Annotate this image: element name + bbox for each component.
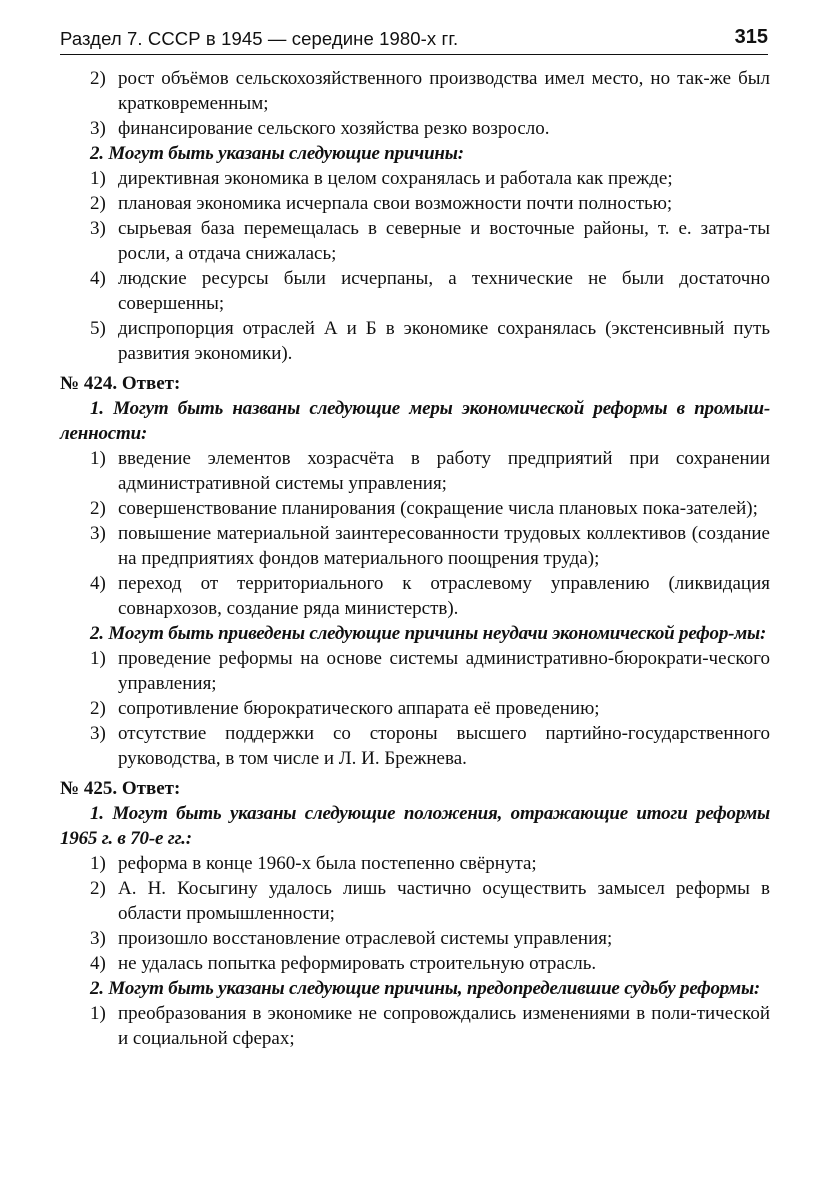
item-number: 2) — [90, 193, 106, 214]
list-item — [60, 951, 770, 976]
item-number: 4) — [90, 953, 106, 974]
item-text: сырьевая база перемещалась в северные и восточные районы, т. е. затра-ты росли, а отдача снижалась; — [118, 218, 770, 264]
item-number: 1) — [90, 448, 106, 469]
item-number: 3) — [90, 218, 106, 239]
subheading: 1. Могут быть названы следующие меры экономической реформы в промыш-ленности: — [60, 398, 770, 444]
item-text: преобразования в экономике не сопровождались изменениями в поли-тической и социальной сферах; — [118, 1003, 770, 1049]
item-text: финансирование сельского хозяйства резко возросло. — [118, 118, 550, 139]
page-number: 315 — [734, 26, 768, 48]
item-text: не удалась попытка реформировать строительную отрасль. — [118, 953, 597, 974]
item-text: введение элементов хозрасчёта в работу предприятий при сохранении административной системы управления; — [118, 448, 770, 494]
subheading: 2. Могут быть указаны следующие причины, предопределившие судьбу реформы: — [90, 978, 761, 999]
running-header — [60, 26, 768, 54]
item-text: произошло восстановление отраслевой системы управления; — [118, 928, 613, 949]
item-text: отсутствие поддержки со стороны высшего партийно-государственного руководства, в том числе и Л. И. Брежнева. — [118, 723, 770, 769]
list-item — [60, 266, 770, 316]
item-text: плановая экономика исчерпала свои возможности почти полностью; — [118, 193, 673, 214]
item-number: 3) — [90, 928, 106, 949]
page-body — [60, 66, 770, 1051]
item-number: 3) — [90, 118, 106, 139]
item-text: совершенствование планирования (сокращение числа плановых пока-зателей); — [118, 498, 758, 519]
list-item — [60, 1001, 770, 1051]
list-item — [60, 721, 770, 771]
item-text: директивная экономика в целом сохранялась и работала как прежде; — [118, 168, 673, 189]
item-text: рост объёмов сельскохозяйственного производства имел место, но так-же был кратковременным; — [118, 68, 770, 114]
item-number: 4) — [90, 573, 106, 594]
item-number: 1) — [90, 853, 106, 874]
item-text: проведение реформы на основе системы административно-бюрократи-ческого управления; — [118, 648, 770, 694]
list-item — [60, 876, 770, 926]
item-number: 2) — [90, 498, 106, 519]
item-number: 2) — [90, 698, 106, 719]
answer-label-425: № 425. Ответ: — [60, 778, 181, 799]
list-item — [60, 851, 770, 876]
item-text: реформа в конце 1960-х была постепенно свёрнута; — [118, 853, 537, 874]
section-title: Раздел 7. СССР в 1945 — середине 1980-х гг. — [60, 28, 459, 49]
item-text: А. Н. Косыгину удалось лишь частично осуществить замысел реформы в области промышленности; — [118, 878, 770, 924]
list-item — [60, 926, 770, 951]
subheading: 1. Могут быть указаны следующие положения, отражающие итоги реформы 1965 г. в 70-е гг.: — [60, 803, 770, 849]
answer-label-424: № 424. Ответ: — [60, 373, 181, 394]
item-text: людские ресурсы были исчерпаны, а технические не были достаточно совершенны; — [118, 268, 770, 314]
list-item — [60, 116, 770, 141]
list-item — [60, 646, 770, 696]
item-text: сопротивление бюрократического аппарата её проведению; — [118, 698, 600, 719]
list-item — [60, 496, 770, 521]
item-text: повышение материальной заинтересованности трудовых коллективов (создание на предприятиях фондов материального поощрения труда); — [118, 523, 770, 569]
item-number: 3) — [90, 523, 106, 544]
item-number: 1) — [90, 1003, 106, 1024]
item-text: переход от территориального к отраслевому управлению (ликвидация совнархозов, создание ряда министерств). — [118, 573, 770, 619]
item-number: 2) — [90, 68, 106, 89]
list-item — [60, 191, 770, 216]
subheading: 2. Могут быть приведены следующие причины неудачи экономической рефор-мы: — [90, 623, 767, 644]
item-number: 1) — [90, 648, 106, 669]
list-item — [60, 216, 770, 266]
item-number: 1) — [90, 168, 106, 189]
list-item — [60, 446, 770, 496]
item-number: 2) — [90, 878, 106, 899]
list-item — [60, 166, 770, 191]
item-number: 3) — [90, 723, 106, 744]
item-number: 5) — [90, 318, 106, 339]
header-rule — [60, 54, 768, 55]
list-item — [60, 571, 770, 621]
list-item — [60, 696, 770, 721]
list-item — [60, 521, 770, 571]
item-text: диспропорция отраслей А и Б в экономике сохранялась (экстенсивный путь развития экономики). — [118, 318, 770, 364]
list-item — [60, 66, 770, 116]
list-item — [60, 316, 770, 366]
item-number: 4) — [90, 268, 106, 289]
subheading: 2. Могут быть указаны следующие причины: — [90, 143, 464, 164]
